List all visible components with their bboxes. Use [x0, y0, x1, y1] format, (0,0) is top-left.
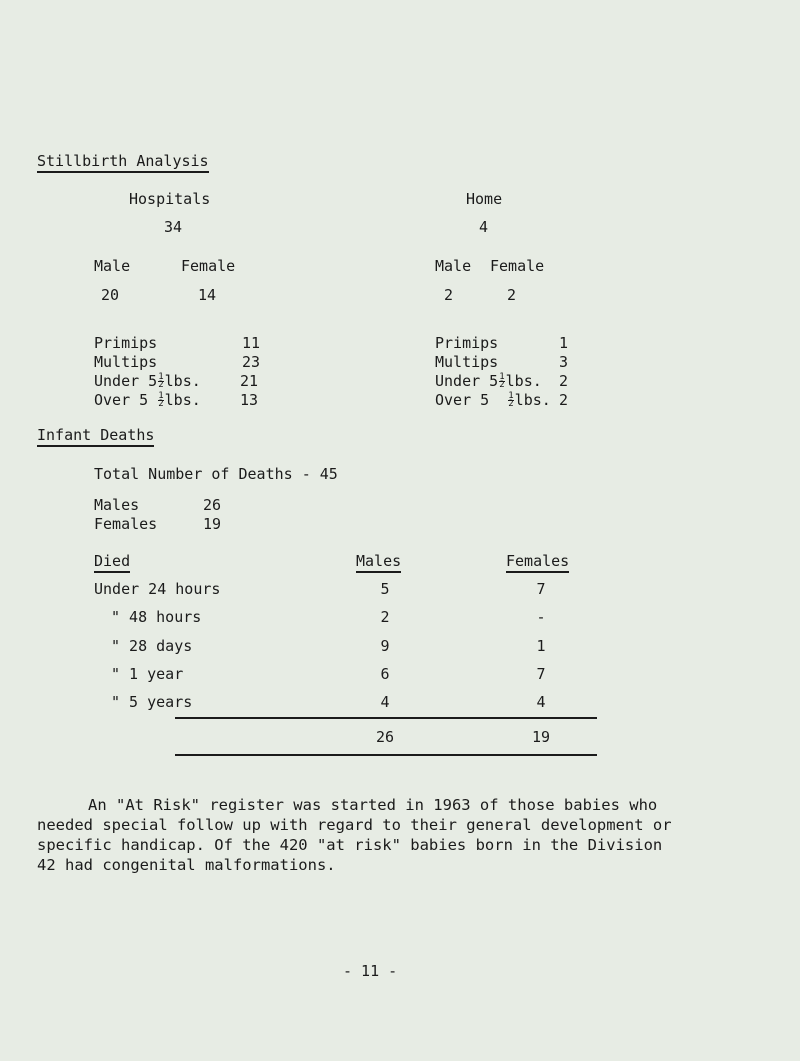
hospitals-total: 34: [164, 218, 183, 236]
table-row-males: 5: [380, 580, 390, 598]
males-label: Males: [94, 496, 140, 514]
home-multips-value: 3: [559, 353, 569, 371]
hospitals-primips-label: Primips: [94, 334, 158, 352]
home-multips-label: Multips: [435, 353, 499, 371]
stillbirth-title: Stillbirth Analysis: [37, 152, 209, 173]
page-number: - 11 -: [343, 962, 398, 980]
hospitals-female-count: 14: [198, 286, 217, 304]
hospitals-multips-value: 23: [241, 353, 260, 371]
home-label: Home: [466, 190, 503, 208]
table-header-males: Males: [356, 552, 401, 573]
females-label: Females: [94, 515, 158, 533]
hospitals-under-label: Under 5 $\frac{1}{2}$ lbs.: [94, 372, 201, 390]
table-row-males: 2: [380, 608, 390, 626]
home-primips-label: Primips: [435, 334, 499, 352]
home-under-label: Under 5 $\frac{1}{2}$ lbs.: [435, 372, 542, 390]
home-primips-value: 1: [559, 334, 569, 352]
hospitals-under-value: 21: [240, 372, 259, 390]
paragraph-line-1: An "At Risk" register was started in 1963 of those babies who: [88, 796, 658, 814]
table-row-label: " 5 years: [111, 693, 193, 711]
home-total: 4: [479, 218, 489, 236]
home-over-label: Over 5 $\frac{1}{2}$ lbs.: [435, 391, 551, 409]
table-row-males: 9: [380, 637, 390, 655]
hospitals-over-label: Over 5 $\frac{1}{2}$ lbs.: [94, 391, 201, 409]
total-females: 19: [531, 728, 551, 746]
table-row-label: " 1 year: [111, 665, 184, 683]
table-row-females: 1: [536, 637, 546, 655]
totals-top-rule: [175, 717, 597, 719]
infant-deaths-title: Infant Deaths: [37, 426, 154, 447]
home-under-value: 2: [559, 372, 569, 390]
table-header-died: Died: [94, 552, 130, 573]
half-fraction: $\frac{1}{2}$: [158, 372, 164, 390]
table-row-females: 4: [536, 693, 546, 711]
hospitals-female-label: Female: [181, 257, 236, 275]
table-row-females: 7: [536, 665, 546, 683]
home-male-label: Male: [435, 257, 472, 275]
total-deaths-line: Total Number of Deaths - 45: [94, 465, 338, 483]
total-males: 26: [375, 728, 395, 746]
table-row-males: 4: [380, 693, 390, 711]
hospitals-label: Hospitals: [129, 190, 211, 208]
table-header-females: Females: [506, 552, 569, 573]
half-fraction: $\frac{1}{2}$: [508, 391, 514, 409]
home-female-count: 2: [507, 286, 517, 304]
totals-bottom-rule: [175, 754, 597, 756]
home-male-count: 2: [444, 286, 454, 304]
females-value: 19: [203, 515, 222, 533]
half-fraction: $\frac{1}{2}$: [499, 372, 505, 390]
males-value: 26: [203, 496, 222, 514]
table-row-label: " 28 days: [111, 637, 193, 655]
home-female-label: Female: [490, 257, 545, 275]
table-row-label: Under 24 hours: [94, 580, 221, 598]
table-row-males: 6: [380, 665, 390, 683]
paragraph-line-4: 42 had congenital malformations.: [37, 856, 336, 874]
hospitals-over-value: 13: [240, 391, 259, 409]
hospitals-primips-value: 11: [241, 334, 260, 352]
paragraph-line-2: needed special follow up with regard to their general development or: [37, 816, 672, 834]
hospitals-male-count: 20: [101, 286, 120, 304]
half-fraction: $\frac{1}{2}$: [158, 391, 164, 409]
paragraph-line-3: specific handicap. Of the 420 "at risk" babies born in the Division: [37, 836, 663, 854]
table-row-females: 7: [536, 580, 546, 598]
hospitals-multips-label: Multips: [94, 353, 158, 371]
hospitals-male-label: Male: [94, 257, 131, 275]
home-over-value: 2: [559, 391, 569, 409]
table-row-label: " 48 hours: [111, 608, 202, 626]
table-row-females: -: [536, 608, 546, 626]
